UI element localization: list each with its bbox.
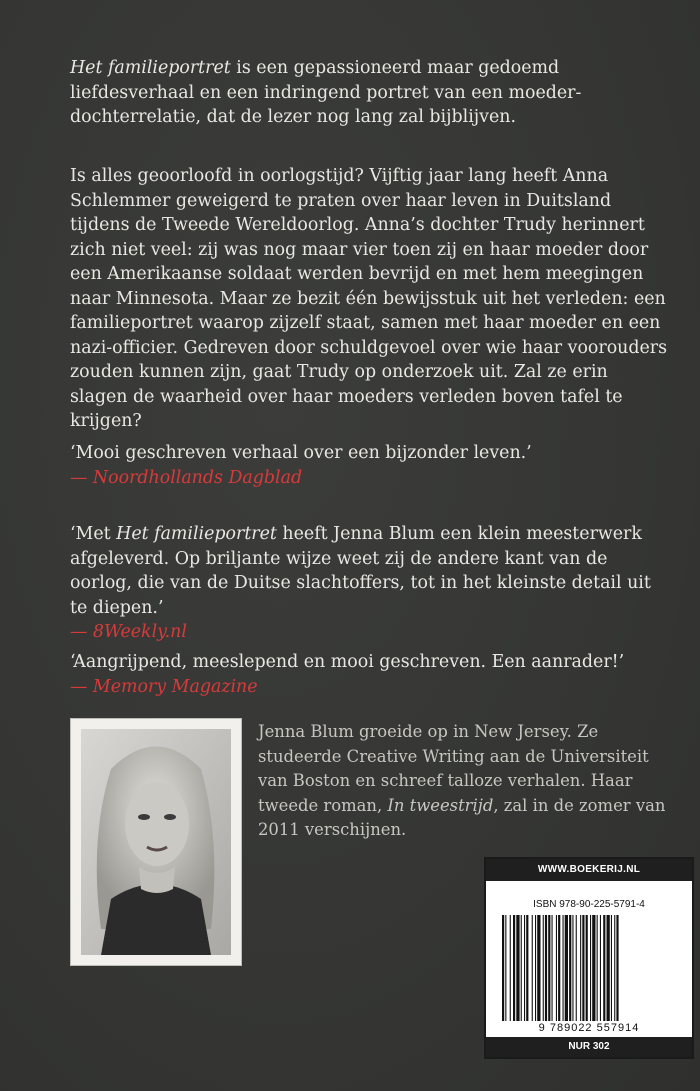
- barcode-bar: [582, 915, 584, 1021]
- description-text: Is alles geoorloofd in oorlogstijd? Vijftig jaar lang heeft Anna Schlemmer geweigerd te praten over haar leven in Duitsland tijdens de Tweede Wereldoorlog. Anna’s dochter Trudy herinnert zich niet veel: zij was nog maar vier toen zij en haar moeder door een Amerikaanse soldaat werden bevrijd en met hem meegingen naar Minnesota. Maar ze bezit één bewijsstuk uit het verleden: een familieportret waarop zijzelf staat, samen met haar moeder en een nazi-officier. Gedreven door schuldgevoel over wie haar voorouders zouden kunnen zijn, gaat Trudy op onderzoek uit. Zal ze erin slagen de waarheid over haar moeders verleden boven tafel te krijgen?: [70, 166, 668, 431]
- barcode-bar: [532, 915, 533, 1021]
- intro-text: is een gepassioneerd maar gedoemd liefdesverhaal en een indringend portret van een moeder-dochterrelatie, dat de lezer nog lang zal bijblijven.: [70, 58, 582, 127]
- quote-1: [70, 441, 670, 490]
- barcode-bar: [569, 915, 571, 1021]
- bio-book-title: In tweestrijd: [387, 795, 494, 815]
- barcode-bar: [614, 915, 615, 1021]
- author-photo: [70, 718, 242, 966]
- barcode-bar: [607, 915, 610, 1021]
- quote-1-source-line: [70, 466, 670, 491]
- barcode-bar: [510, 915, 511, 1021]
- bio-text-before: Jenna Blum groeide op in New Jersey. Ze studeerde Creative Writing aan de Universiteit van Boston en schreef talloze verhalen. Haar tweede roman,: [258, 722, 649, 815]
- barcode-bar: [556, 915, 557, 1021]
- barcode-bar: [586, 915, 588, 1021]
- barcode-bar: [502, 915, 504, 1021]
- quote-2-dash: —: [70, 622, 93, 642]
- quote-3: [70, 650, 670, 699]
- barcode-bar: [565, 915, 568, 1021]
- barcode-bar: [505, 915, 506, 1021]
- barcode-bar: [526, 915, 528, 1021]
- barcode-bar: [572, 915, 573, 1021]
- quote-3-source: Memory Magazine: [92, 676, 258, 697]
- quote-2-book-title: Het familieportret: [116, 524, 277, 544]
- barcode-bar: [545, 915, 547, 1021]
- intro-book-title: Het familieportret: [70, 58, 231, 78]
- barcode-bar: [590, 915, 591, 1021]
- quote-1-text: ‘Mooi geschreven verhaal over een bijzonder leven.’: [70, 443, 532, 463]
- description-paragraph: [70, 164, 670, 434]
- barcode-bar: [600, 915, 601, 1021]
- barcode-bar: [548, 915, 550, 1021]
- barcode-bar: [611, 915, 612, 1021]
- barcode-bar: [592, 915, 595, 1021]
- barcode-bar: [558, 915, 560, 1021]
- quote-3-dash: —: [70, 676, 93, 697]
- quote-2-source: 8Weekly.nl: [92, 622, 187, 642]
- barcode-digits: 9 789022 557914: [538, 1022, 640, 1034]
- quote-2: [70, 522, 670, 645]
- barcode-bar: [537, 915, 540, 1021]
- publisher-url: WWW.BOEKERIJ.NL: [486, 859, 692, 881]
- barcode-bar: [616, 915, 618, 1021]
- barcode-bar: [524, 915, 525, 1021]
- quote-3-source-line: [70, 675, 670, 700]
- quote-1-source: Noordhollands Dagblad: [92, 467, 303, 488]
- barcode-bar: [543, 915, 544, 1021]
- bio-text-after: , zal in de zomer van 2011 verschijnen.: [258, 795, 666, 839]
- barcode-bar: [535, 915, 536, 1021]
- nur-code: NUR 302: [486, 1037, 692, 1057]
- intro-paragraph: [70, 56, 670, 130]
- author-bio: [258, 720, 678, 843]
- isbn-text: ISBN 978-90-225-5791-4: [533, 899, 645, 910]
- barcode-bar: [597, 915, 598, 1021]
- barcode-bar: [563, 915, 564, 1021]
- barcode-bar: [603, 915, 605, 1021]
- barcode-bars: [500, 915, 680, 1021]
- quote-2-text-after: heeft Jenna Blum een klein meesterwerk afgeleverd. Op briljante wijze weet zij de andere kant van de oorlog, die van de Duitse slachtoffers, tot in het kleinste detail uit te diepen.’: [70, 524, 651, 618]
- quote-2-text-before: ‘Met: [70, 524, 117, 544]
- barcode-bar: [580, 915, 581, 1021]
- barcode-bar: [516, 915, 519, 1021]
- quote-2-text: [70, 522, 670, 620]
- quote-2-source-line: [70, 620, 670, 645]
- barcode-bar: [521, 915, 522, 1021]
- barcode-label: [484, 857, 694, 1059]
- author-portrait-illustration: [81, 729, 231, 955]
- barcode-bar: [513, 915, 515, 1021]
- quote-3-text: ‘Aangrijpend, meeslepend en mooi geschreven. Een aanrader!’: [70, 652, 625, 672]
- barcode-bar: [576, 915, 577, 1021]
- barcode-bar: [552, 915, 553, 1021]
- quote-1-dash: —: [70, 467, 93, 488]
